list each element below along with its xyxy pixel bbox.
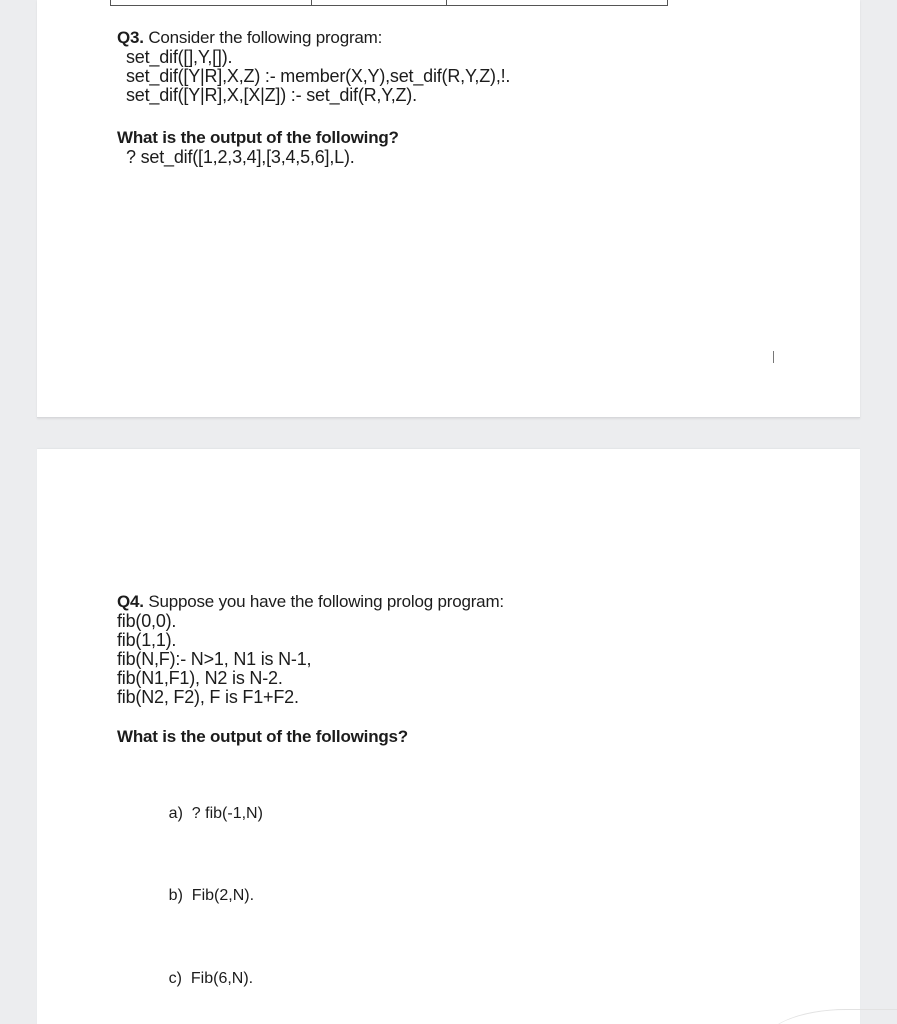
question-3-ask: What is the output of the following? bbox=[117, 128, 399, 147]
code-line: fib(N2, F2), F is F1+F2. bbox=[117, 687, 299, 707]
page-1 bbox=[37, 0, 860, 418]
question-3-query: ? set_dif([1,2,3,4],[3,4,5,6],L). bbox=[126, 147, 355, 167]
page-curl-decoration bbox=[762, 1009, 897, 1024]
option-text: ? fib(-1,N) bbox=[191, 805, 263, 822]
question-4-heading bbox=[117, 592, 504, 612]
option-text: Fib(6,N). bbox=[190, 970, 254, 987]
option-a bbox=[142, 787, 263, 841]
code-line: set_dif([Y|R],X,Z) :- member(X,Y),set_dif(R,Y,Z),!. bbox=[126, 66, 511, 86]
question-3-number: Q3. bbox=[117, 28, 144, 47]
table-divider bbox=[311, 0, 312, 5]
table-divider bbox=[446, 0, 447, 5]
code-line: set_dif([Y|R],X,[X|Z]) :- set_dif(R,Y,Z). bbox=[126, 85, 417, 105]
option-label: b) bbox=[168, 887, 183, 904]
option-text: Fib(2,N). bbox=[191, 887, 255, 904]
question-3 bbox=[117, 28, 510, 167]
code-line: fib(N,F):- N>1, N1 is N-1, bbox=[117, 649, 312, 669]
question-3-heading bbox=[117, 28, 510, 48]
table-fragment bbox=[110, 0, 668, 6]
question-3-prompt: Consider the following program: bbox=[143, 28, 383, 47]
question-4-prompt: Suppose you have the following prolog program: bbox=[143, 592, 504, 611]
option-label: a) bbox=[168, 805, 183, 822]
question-4-ask: What is the output of the followings? bbox=[117, 727, 408, 746]
option-b bbox=[142, 869, 254, 923]
option-c bbox=[142, 952, 253, 1006]
code-line: set_dif([],Y,[]). bbox=[126, 47, 233, 67]
code-line: fib(N1,F1), N2 is N-2. bbox=[117, 668, 283, 688]
question-4-number: Q4. bbox=[117, 592, 144, 611]
text-cursor bbox=[773, 351, 774, 363]
code-line: fib(1,1). bbox=[117, 630, 177, 650]
page-2 bbox=[37, 449, 860, 1024]
option-label: c) bbox=[168, 970, 182, 987]
question-4 bbox=[117, 592, 504, 747]
code-line: fib(0,0). bbox=[117, 611, 177, 631]
